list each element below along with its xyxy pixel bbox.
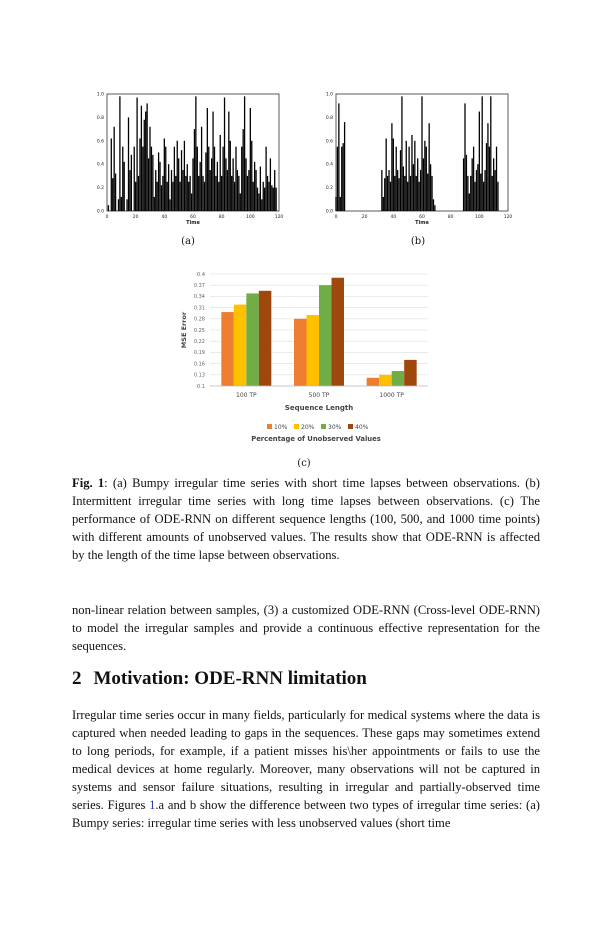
y-tick-label: 0.22 (193, 339, 205, 345)
y-tick-label: 0.8 (325, 115, 333, 121)
y-tick-label: 0.13 (193, 372, 205, 379)
x-tick-label: 0 (334, 215, 338, 220)
bar-10pct (367, 378, 380, 386)
bar (383, 197, 384, 211)
bar (381, 170, 382, 211)
legend-label: 40% (355, 424, 369, 431)
bar-40pct (259, 291, 272, 386)
figure-caption (72, 474, 540, 564)
bar (418, 182, 419, 211)
bar (271, 185, 272, 211)
bar (397, 170, 398, 211)
bar-30pct (319, 285, 332, 386)
bar (179, 182, 180, 211)
bar (128, 117, 129, 211)
bar (136, 98, 137, 211)
section-heading (72, 668, 540, 690)
bar (222, 147, 223, 211)
chart-intermittent-series (314, 88, 519, 230)
bar (338, 103, 339, 211)
x-tick-label: 120 (503, 215, 513, 220)
bar (158, 153, 159, 212)
bar (165, 147, 166, 211)
bar (112, 178, 113, 211)
y-tick-label: 0.31 (193, 305, 205, 312)
bar (184, 141, 185, 211)
x-tick-label: 20 (361, 215, 368, 220)
bar (467, 176, 468, 211)
bar (210, 170, 211, 211)
section-title: Motivation: ODE-RNN limitation (93, 668, 367, 689)
chart-bumpy-series (85, 88, 290, 230)
caption-text: : (a) Bumpy irregular time series with short time lapses between observations. (b) Intermittent irregular time series with long time lapses between observations. (c) The performance of ODE-RNN on different sequence lengths (100, 500, and 1000 time points) with different amounts of unobserved values. The results show that ODE-RNN is affected by the length of the time lapse between observations. (72, 476, 540, 562)
bar (214, 147, 215, 211)
bar (225, 158, 226, 211)
bar (148, 158, 149, 211)
bar (212, 112, 213, 211)
x-tick-label: 60 (419, 215, 425, 220)
bar (124, 162, 125, 211)
bar (496, 147, 497, 211)
bar (497, 182, 498, 211)
bar (466, 155, 467, 211)
bar (161, 185, 162, 211)
bar (177, 141, 178, 211)
bar (217, 162, 218, 211)
bar-10pct (221, 312, 234, 386)
bar (390, 182, 391, 211)
bar (404, 176, 405, 211)
bar (224, 98, 225, 211)
bar (492, 176, 493, 211)
bar (221, 176, 222, 211)
bar (344, 122, 345, 211)
bar (470, 176, 471, 211)
bar (267, 176, 268, 211)
caption-prefix: Fig. 1 (72, 476, 105, 490)
bar-20pct (234, 305, 247, 386)
bar (411, 135, 412, 211)
bar (387, 176, 388, 211)
bar (189, 176, 190, 211)
bar (138, 176, 139, 211)
bar (483, 182, 484, 211)
x-tick-label: 120 (274, 215, 284, 220)
bar (168, 164, 169, 211)
bar (108, 205, 109, 211)
para2-end: .a and b show the difference between two types of irregular time series: (a) Bumpy series: irregular time series with less unobserved values (short time (72, 798, 540, 830)
bar (243, 129, 244, 211)
legend-swatch (294, 424, 299, 429)
bar-10pct (294, 319, 307, 386)
legend-swatch (267, 424, 272, 429)
bar (240, 193, 241, 211)
panel-c-label: (c) (297, 458, 311, 469)
bar (201, 127, 202, 211)
bar (264, 188, 265, 211)
bar (489, 147, 490, 211)
bar (384, 178, 385, 211)
bar (157, 182, 158, 211)
bar (207, 108, 208, 211)
bar (220, 135, 221, 211)
y-tick-label: 0.28 (193, 316, 205, 323)
bar (408, 147, 409, 211)
bar (403, 167, 404, 211)
bar (258, 193, 259, 211)
legend-title: Percentage of Unobserved Values (251, 435, 381, 443)
bar (167, 182, 168, 211)
x-tick-label: 60 (190, 215, 196, 220)
bar (235, 147, 236, 211)
bar (155, 170, 156, 211)
bar (251, 141, 252, 211)
bar (255, 170, 256, 211)
bar (172, 182, 173, 211)
body-paragraph-2 (72, 706, 540, 832)
bar (232, 158, 233, 211)
y-tick-label: 1.0 (96, 92, 104, 98)
legend-swatch (321, 424, 326, 429)
bar (273, 188, 274, 211)
bar (122, 147, 123, 211)
bar (394, 176, 395, 211)
legend-label: 30% (328, 424, 342, 431)
bar (400, 150, 401, 211)
section-number: 2 (72, 668, 82, 689)
panel-b-label: (b) (410, 236, 426, 247)
body-paragraph-1: non-linear relation between samples, (3) a customized ODE-RNN (Cross-level ODE-RNN) to model the irregular samples and provide a continuous effective representation for the sequences. (72, 603, 540, 653)
bar (253, 182, 254, 211)
bar (182, 170, 183, 211)
bar (194, 129, 195, 211)
bar-20pct (379, 375, 392, 386)
bar (420, 170, 421, 211)
bar (270, 158, 271, 211)
bar (126, 199, 127, 211)
bar (386, 138, 387, 211)
bar-20pct (307, 315, 320, 386)
bar (472, 158, 473, 211)
para2-start: Irregular time series occur in many fields, particularly for medical systems where the data is captured when needed leading to gaps in the sequences. These gaps may sometimes extend to long periods, for example, if a patient misses his\her appointments or fails to use the medical devices at home regularly. Moreover, many observations will not be captured in systems and sensor failure situations, resulting in irregular and partially-observed time series. Figures (72, 708, 540, 812)
bar (433, 199, 434, 211)
bar-30pct (392, 371, 405, 386)
y-tick-label: 0.37 (193, 283, 205, 289)
bar-40pct (332, 278, 345, 386)
bar (149, 127, 150, 211)
y-tick-label: 0.0 (96, 209, 104, 215)
bar (171, 170, 172, 211)
y-axis-title: MSE Error (180, 311, 188, 349)
y-tick-label: 0.4 (96, 162, 104, 168)
bar (146, 103, 147, 211)
bar (241, 147, 242, 211)
bar (274, 170, 275, 211)
bar (211, 158, 212, 211)
x-axis-title: Time (186, 220, 200, 226)
bar (431, 176, 432, 211)
bar (490, 96, 491, 211)
bar (142, 147, 143, 211)
bar (181, 150, 182, 211)
x-axis-title: Sequence Length (284, 404, 354, 412)
bar (114, 127, 115, 211)
bar (430, 164, 431, 211)
bar (424, 141, 425, 211)
bar (423, 158, 424, 211)
bar (115, 174, 116, 211)
y-tick-label: 0.6 (325, 139, 333, 145)
bar (205, 153, 206, 212)
bar (426, 147, 427, 211)
bar (230, 141, 231, 211)
bar (204, 182, 205, 211)
bar (479, 112, 480, 211)
bar (337, 147, 338, 211)
bar (129, 170, 130, 211)
bar (257, 188, 258, 211)
bar (487, 123, 488, 211)
y-tick-label: 0.2 (325, 186, 333, 192)
bar (247, 176, 248, 211)
bar (464, 103, 465, 211)
bar (340, 197, 341, 211)
bar (275, 188, 276, 211)
bar (231, 176, 232, 211)
bar (494, 170, 495, 211)
bar (335, 197, 336, 211)
bar (131, 155, 132, 211)
bar (218, 182, 219, 211)
bar (135, 182, 136, 211)
bar (414, 141, 415, 211)
y-tick-label: 0.6 (96, 139, 104, 145)
bar (261, 199, 262, 211)
bar (169, 199, 170, 211)
x-tick-label: 20 (132, 215, 139, 220)
bar (398, 178, 399, 211)
bar (254, 162, 255, 211)
bar (434, 205, 435, 211)
bar (188, 182, 189, 211)
bar (134, 147, 135, 211)
chart-mse-error (170, 262, 440, 452)
bar (469, 193, 470, 211)
bar (480, 174, 481, 211)
bar (406, 141, 407, 211)
bar (237, 170, 238, 211)
x-tick-label: 0 (105, 215, 109, 220)
bar (118, 199, 119, 211)
legend-label: 20% (301, 424, 315, 431)
x-tick-label: 100 (475, 215, 484, 220)
bar (175, 176, 176, 211)
bar (343, 143, 344, 211)
bar (234, 182, 235, 211)
bar (192, 158, 193, 211)
bar (493, 158, 494, 211)
bar (197, 147, 198, 211)
bar (174, 147, 175, 211)
bar (401, 96, 402, 211)
bar (139, 138, 140, 211)
bar (486, 143, 487, 211)
x-axis-title: Time (415, 220, 429, 226)
legend-swatch (348, 424, 353, 429)
bar (198, 176, 199, 211)
bar (121, 197, 122, 211)
y-tick-label: 0.4 (325, 162, 333, 168)
bar (111, 138, 112, 211)
bar (200, 162, 201, 211)
bar (429, 123, 430, 211)
bar (202, 176, 203, 211)
bar (119, 96, 120, 211)
bar (407, 182, 408, 211)
bar (238, 176, 239, 211)
category-label: 100 TP (236, 392, 257, 399)
bar (152, 155, 153, 211)
y-tick-label: 0.19 (193, 350, 205, 357)
bar (265, 147, 266, 211)
y-tick-label: 0.34 (193, 294, 205, 301)
bar (248, 170, 249, 211)
bar (185, 176, 186, 211)
bar (141, 106, 142, 211)
bar (417, 158, 418, 211)
y-tick-label: 0.16 (193, 361, 205, 368)
bar (484, 170, 485, 211)
bar (410, 176, 411, 211)
x-tick-label: 80 (447, 215, 454, 220)
bar-30pct (246, 293, 259, 386)
bar (162, 176, 163, 211)
bar (154, 197, 155, 211)
y-tick-label: 0.1 (197, 383, 205, 390)
bar (476, 170, 477, 211)
bar (191, 193, 192, 211)
bar (341, 147, 342, 211)
category-label: 1000 TP (379, 392, 404, 399)
bar (413, 164, 414, 211)
bar (250, 108, 251, 211)
y-tick-label: 1.0 (325, 92, 333, 98)
legend-label: 10% (274, 424, 288, 431)
bar (215, 176, 216, 211)
bar (227, 170, 228, 211)
y-tick-label: 0.4 (197, 271, 205, 278)
bar (416, 176, 417, 211)
bar (396, 147, 397, 211)
bar (151, 147, 152, 211)
bar (178, 158, 179, 211)
bar (473, 147, 474, 211)
y-tick-label: 0.0 (325, 209, 333, 215)
x-tick-label: 80 (218, 215, 225, 220)
x-tick-label: 100 (246, 215, 255, 220)
bar (164, 138, 165, 211)
x-tick-label: 40 (390, 215, 397, 220)
bar-40pct (404, 360, 417, 386)
bar (145, 112, 146, 211)
bar (391, 123, 392, 211)
bar (477, 164, 478, 211)
bar (393, 138, 394, 211)
bar (144, 120, 145, 211)
bar (463, 158, 464, 211)
bar (208, 147, 209, 211)
category-label: 500 TP (308, 392, 330, 399)
x-tick-label: 40 (161, 215, 168, 220)
bar (474, 182, 475, 211)
bar (159, 162, 160, 211)
bar (228, 112, 229, 211)
bar (427, 174, 428, 211)
bar (482, 96, 483, 211)
bar (421, 96, 422, 211)
figure-reference-link[interactable]: 1 (149, 798, 156, 812)
bar (187, 164, 188, 211)
y-tick-label: 0.25 (193, 327, 205, 334)
bar (244, 96, 245, 211)
y-tick-label: 0.8 (96, 115, 104, 121)
bar (268, 182, 269, 211)
y-tick-label: 0.2 (96, 186, 104, 192)
bar (263, 182, 264, 211)
panel-a-label: (a) (181, 236, 195, 247)
bar (245, 158, 246, 211)
bar (195, 96, 196, 211)
bar (388, 170, 389, 211)
bar (260, 167, 261, 211)
